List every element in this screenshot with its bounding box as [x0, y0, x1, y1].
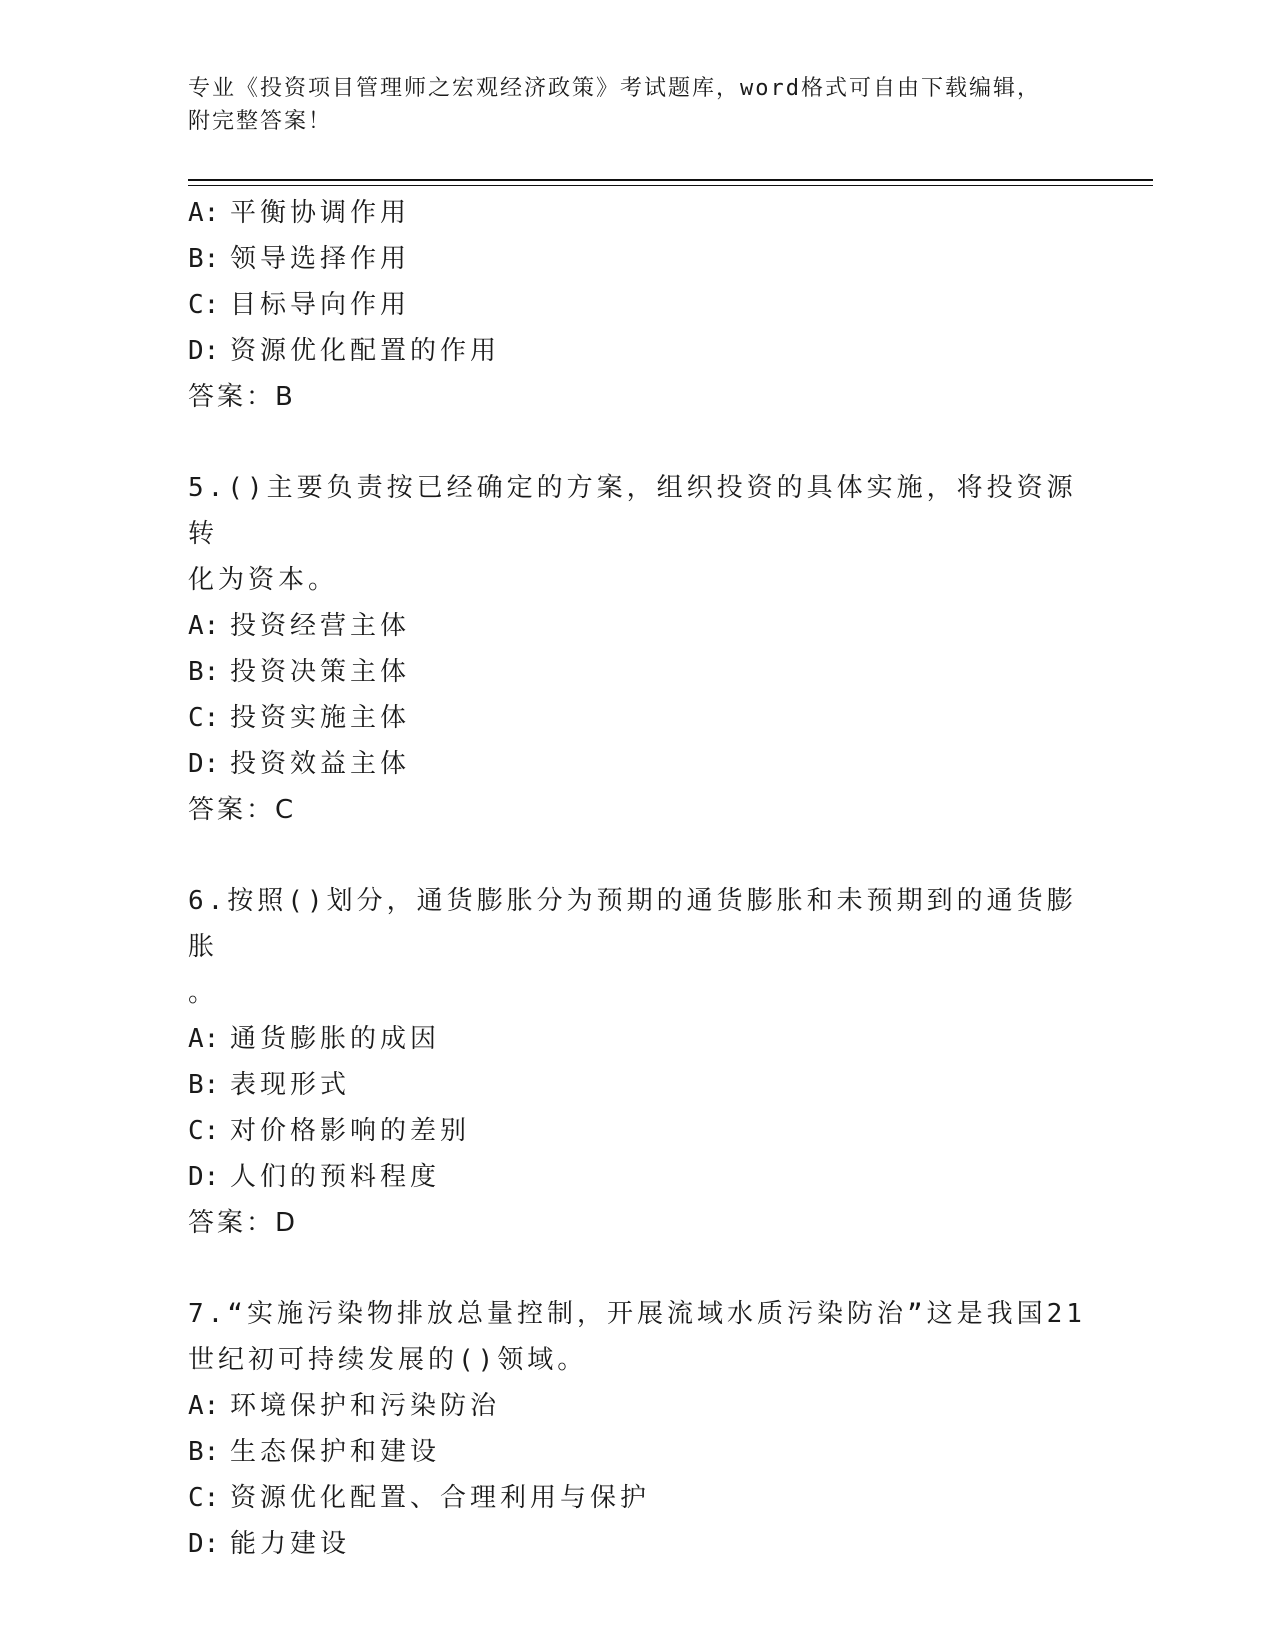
question-6-block	[188, 878, 1088, 1246]
question-5-block	[188, 465, 1088, 833]
header-rule-thin	[188, 185, 1153, 186]
answer-line: 答案：D	[188, 1208, 299, 1238]
question-text: 5.()主要负责按已经确定的方案，组织投资的具体实施，将投资源转 化为资本。	[188, 473, 1077, 595]
option-a: A: 环境保护和污染防治	[188, 1391, 501, 1421]
option-d: D: 人们的预料程度	[188, 1162, 441, 1192]
question-text: 6.按照()划分，通货膨胀分为预期的通货膨胀和未预期到的通货膨胀 。	[188, 886, 1077, 1008]
option-a: A: 通货膨胀的成因	[188, 1024, 441, 1054]
option-c: C: 目标导向作用	[188, 290, 411, 320]
option-d: D: 能力建设	[188, 1529, 351, 1559]
option-a: A: 平衡协调作用	[188, 198, 411, 228]
option-a: A: 投资经营主体	[188, 611, 411, 641]
option-b: B: 领导选择作用	[188, 244, 411, 274]
header-rule-thick	[188, 179, 1153, 181]
option-d: D: 资源优化配置的作用	[188, 336, 501, 366]
option-c: C: 投资实施主体	[188, 703, 411, 733]
answer-line: 答案：C	[188, 795, 297, 825]
option-b: B: 投资决策主体	[188, 657, 411, 687]
option-b: B: 生态保护和建设	[188, 1437, 441, 1467]
option-c: C: 资源优化配置、合理利用与保护	[188, 1483, 651, 1513]
answer-line: 答案：B	[188, 382, 296, 412]
document-content	[188, 190, 1088, 1567]
question-4-block	[188, 190, 1088, 420]
header-line-2: 附完整答案！	[188, 109, 333, 134]
document-header	[188, 72, 1088, 138]
option-c: C: 对价格影响的差别	[188, 1116, 471, 1146]
option-d: D: 投资效益主体	[188, 749, 411, 779]
header-line-1: 专业《投资项目管理师之宏观经济政策》考试题库，word格式可自由下载编辑，	[188, 76, 1041, 101]
question-text: 7.“实施污染物排放总量控制，开展流域水质污染防治”这是我国21 世纪初可持续发展的()领域。	[188, 1299, 1086, 1375]
option-b: B: 表现形式	[188, 1070, 351, 1100]
question-7-block	[188, 1291, 1088, 1567]
